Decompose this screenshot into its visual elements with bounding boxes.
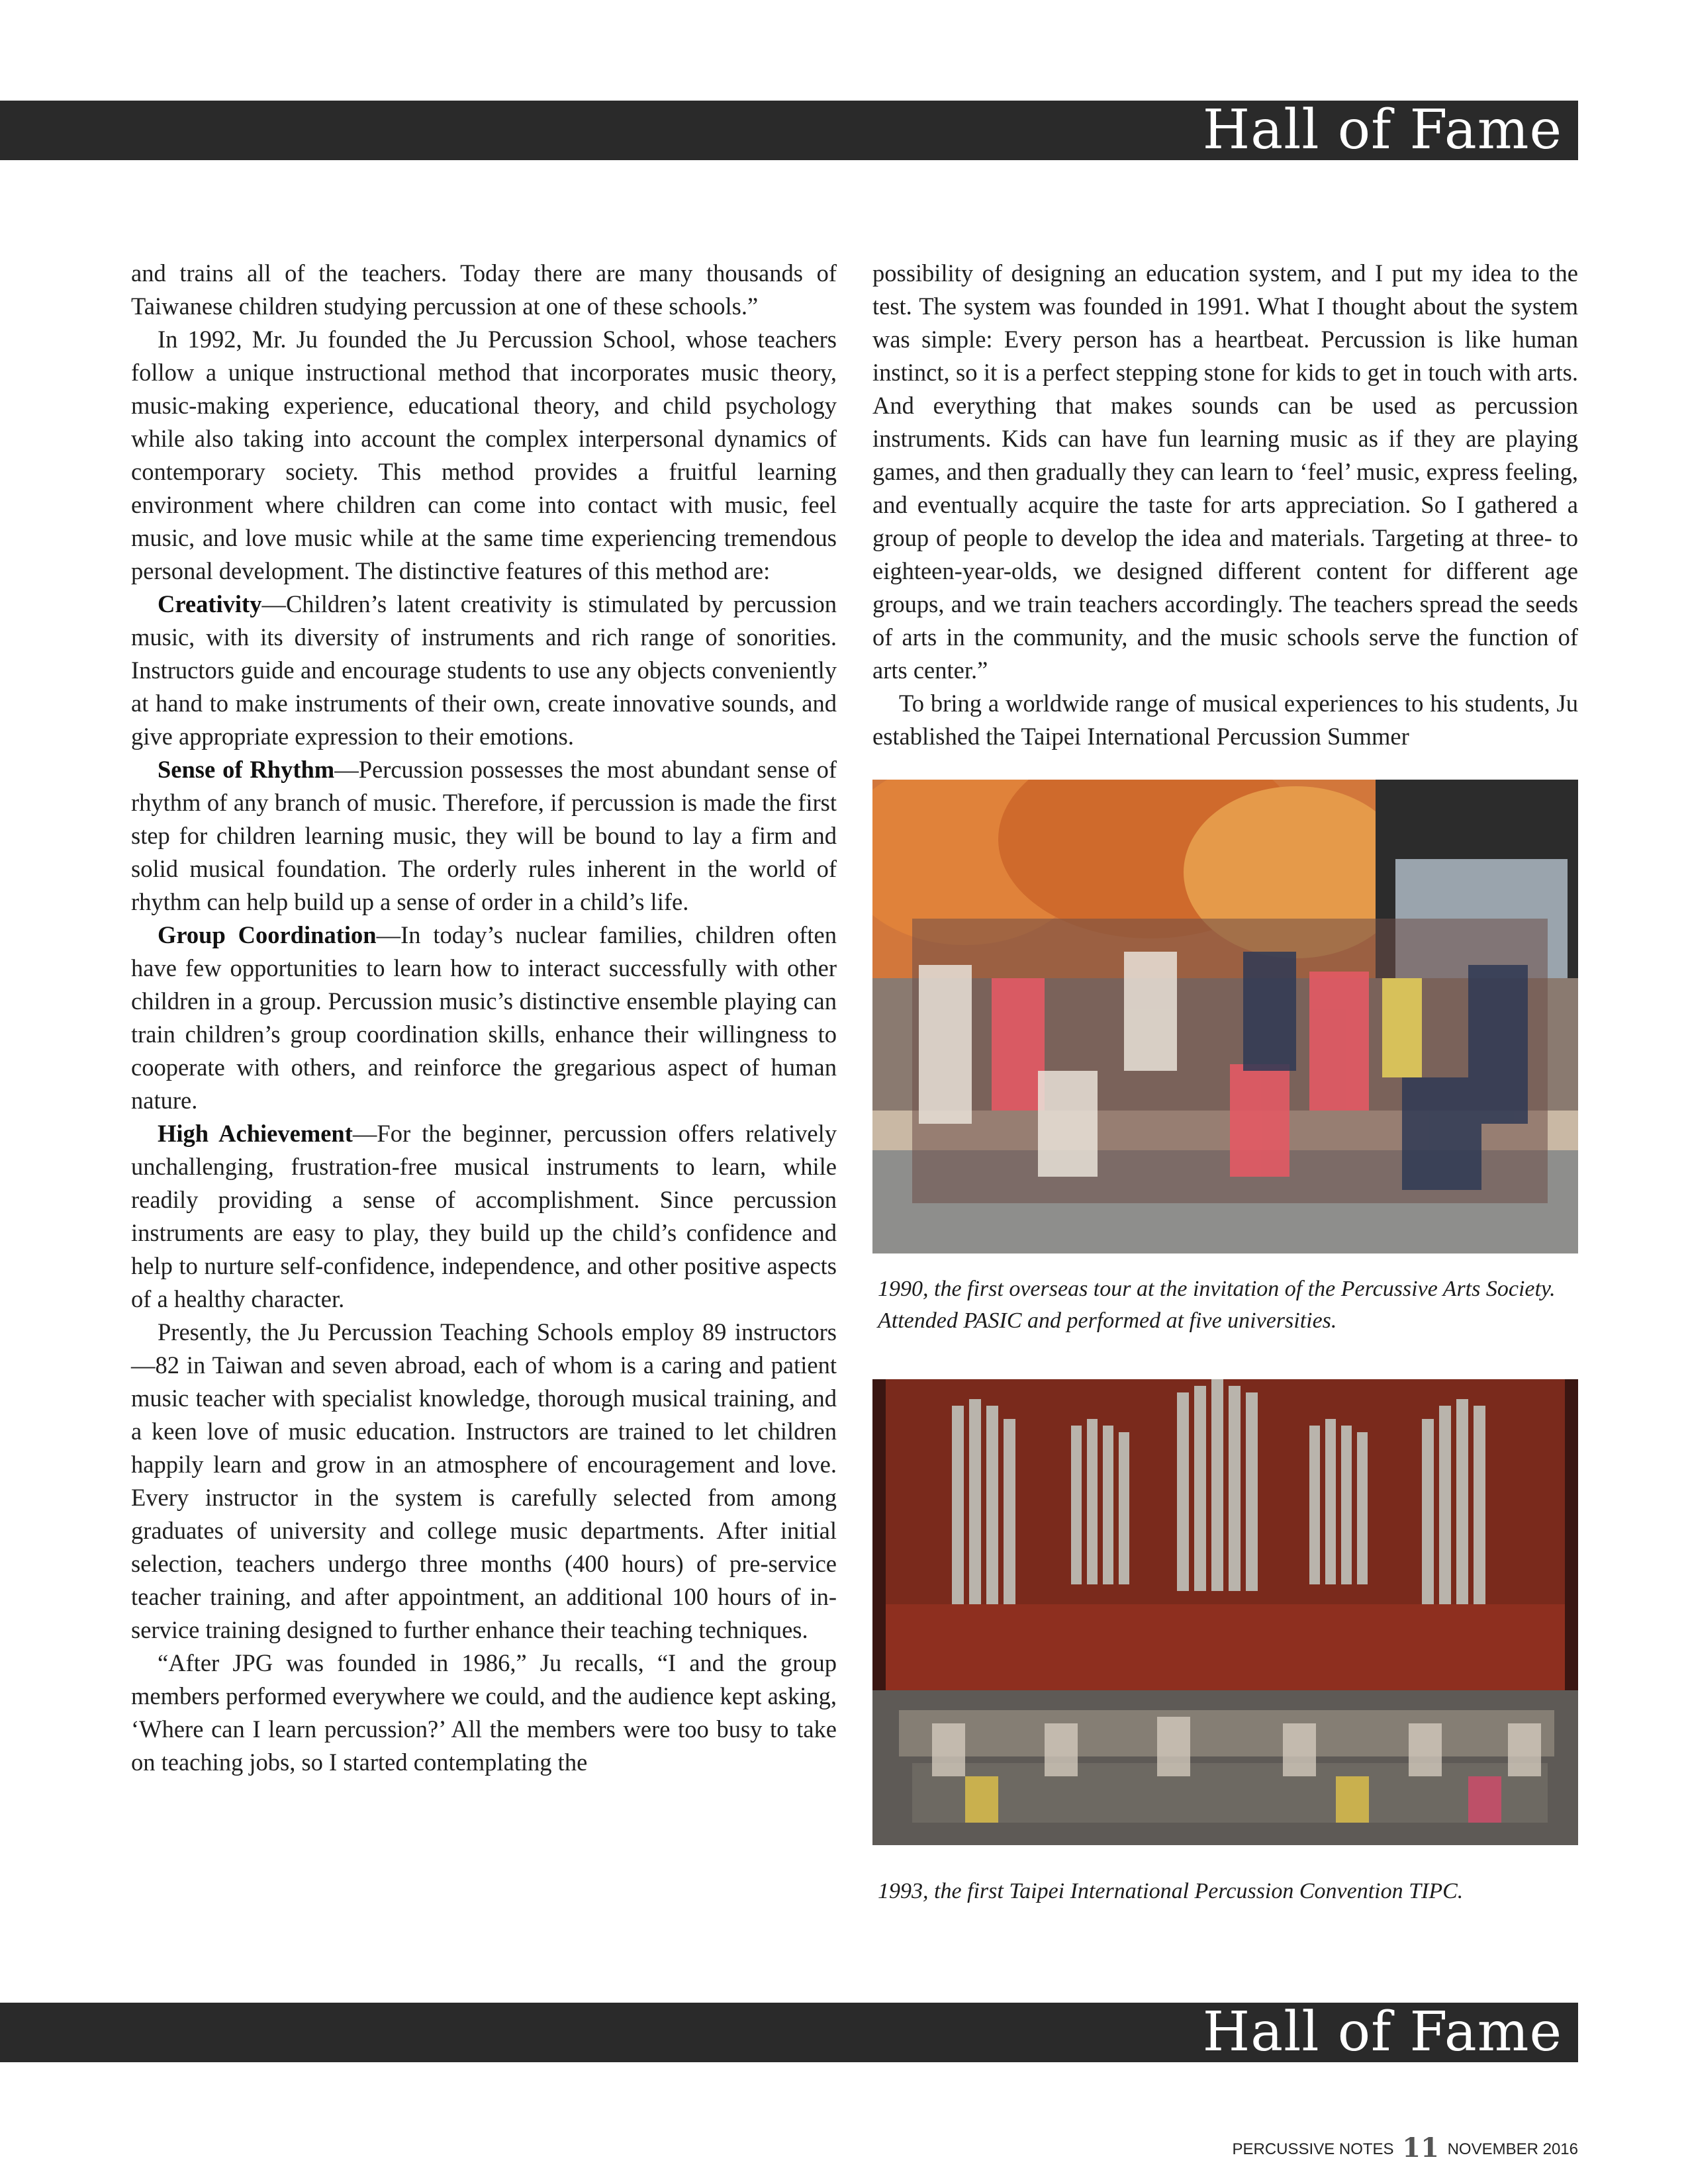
feature-term: High Achievement (158, 1120, 353, 1147)
page-number: 11 (1402, 2132, 1439, 2163)
feature-text: —In today’s nuclear families, children often have few opportunities to learn how to interact successfully with other children in a group. Percussion music’s distinctive ensemble playing can train children’s group coordination skills, enhance their willingness to cooperate with others, and reinforce the gregarious aspect of human nature. (131, 921, 837, 1114)
photo-caption: 1993, the first Taipei International Percussion Convention TIPC. (878, 1879, 1464, 1903)
paragraph: Presently, the Ju Percussion Teaching Schools employ 89 instructors—82 in Taiwan and seven abroad, each of whom is a caring and patient music teacher with specialist knowledge, thorough musical training, and a keen love of music education. Instructors are trained to let children happily learn and grow in an atmosphere of encouragement and love. Every instructor in the system is carefully selected from among graduates of university and college music departments. After initial selection, teachers undergo three months (400 hours) of pre-service teacher training, and after appointment, an additional 100 hours of in-service training designed to further enhance their teaching techniques. (131, 1318, 837, 1643)
group-photo-autumn-image (872, 780, 1578, 1253)
paragraph: “After JPG was founded in 1986,” Ju recalls, “I and the group members performed everywhere we could, and the audience kept asking, ‘Where can I learn percussion?’ All the members were too busy to take on teaching jobs, so I started contemplating the (131, 1649, 837, 1776)
feature-text: —Percussion possesses the most abundant sense of rhythm of any branch of music. Therefore, if percussion is made the first step for children learning music, they will be bound to lay a firm and solid musical foundation. The orderly rules inherent in the world of rhythm can help build up a sense of order in a child’s life. (131, 756, 837, 915)
feature-term: Creativity (158, 590, 262, 617)
footer-banner (0, 2003, 1578, 2062)
feature-text: —Children’s latent creativity is stimulated by percussion music, with its diversity of instruments and rich range of sonorities. Instructors guide and encourage students to use any objects conveniently at hand to make instruments of their own, create innovative sounds, and give appropriate expression to their emotions. (131, 590, 837, 750)
issue-date: NOVEMBER 2016 (1447, 2140, 1578, 2158)
feature-text: —For the beginner, percussion offers relatively unchallenging, frustration-free musical instruments to learn, while readily providing a sense of accomplishment. Since percussion instruments are easy to play, they build up the child’s confidence and help to nurture self-confidence, independence, and other positive aspects of a healthy character. (131, 1120, 837, 1312)
publication-name: PERCUSSIVE NOTES (1232, 2140, 1394, 2158)
banner-title: Hall of Fame (1202, 2001, 1562, 2064)
feature-term: Group Coordination (158, 921, 377, 948)
page-footer (1232, 2132, 1579, 2163)
header-banner (0, 101, 1578, 160)
feature-paragraph (131, 753, 837, 919)
paragraph: In 1992, Mr. Ju founded the Ju Percussion School, whose teachers follow a unique instructional method that incorporates music theory, music-making experience, educational theory, and child psychology while also taking into account the complex interpersonal dynamics of contemporary society. This method provides a fruitful learning environment where children can come into contact with music, feel music, and love music while at the same time experiencing tremendous personal development. The distinctive features of this method are: (131, 326, 837, 584)
paragraph: To bring a worldwide range of musical experiences to his students, Ju established the Taipei International Percussion Summer (872, 690, 1578, 750)
feature-paragraph (131, 919, 837, 1117)
article-column-left (131, 257, 837, 1779)
group-photo-autumn (872, 780, 1578, 1253)
banner-title: Hall of Fame (1202, 99, 1562, 161)
feature-term: Sense of Rhythm (158, 756, 335, 783)
photo-caption: 1990, the first overseas tour at the invitation of the Percussive Arts Society. Attended PASIC and performed at five universities. (878, 1277, 1556, 1333)
feature-paragraph (131, 588, 837, 753)
paragraph: possibility of designing an education system, and I put my idea to the test. The system was founded in 1991. What I thought about the system was simple: Every person has a heartbeat. Percussion is like human instinct, so it is a perfect stepping stone for kids to get in touch with arts. And everything that makes sounds can be used as percussion instruments. Kids can have fun learning music as if they are playing games, and then gradually they can learn to ‘feel’ music, express feeling, and eventually acquire the taste for arts appreciation. So I gathered a group of people to develop the idea and materials. Targeting at three- to eighteen-year-olds, we designed different content for different age groups, and we train teachers accordingly. The teachers spread the seeds of arts in the community, and the music schools serve the function of arts center.” (872, 259, 1578, 684)
article-column-right (872, 257, 1578, 753)
feature-paragraph (131, 1117, 837, 1316)
group-photo-organ-hall-image (872, 1379, 1578, 1845)
group-photo-organ-hall (872, 1379, 1578, 1845)
paragraph: and trains all of the teachers. Today there are many thousands of Taiwanese children studying percussion at one of these schools.” (131, 259, 837, 320)
